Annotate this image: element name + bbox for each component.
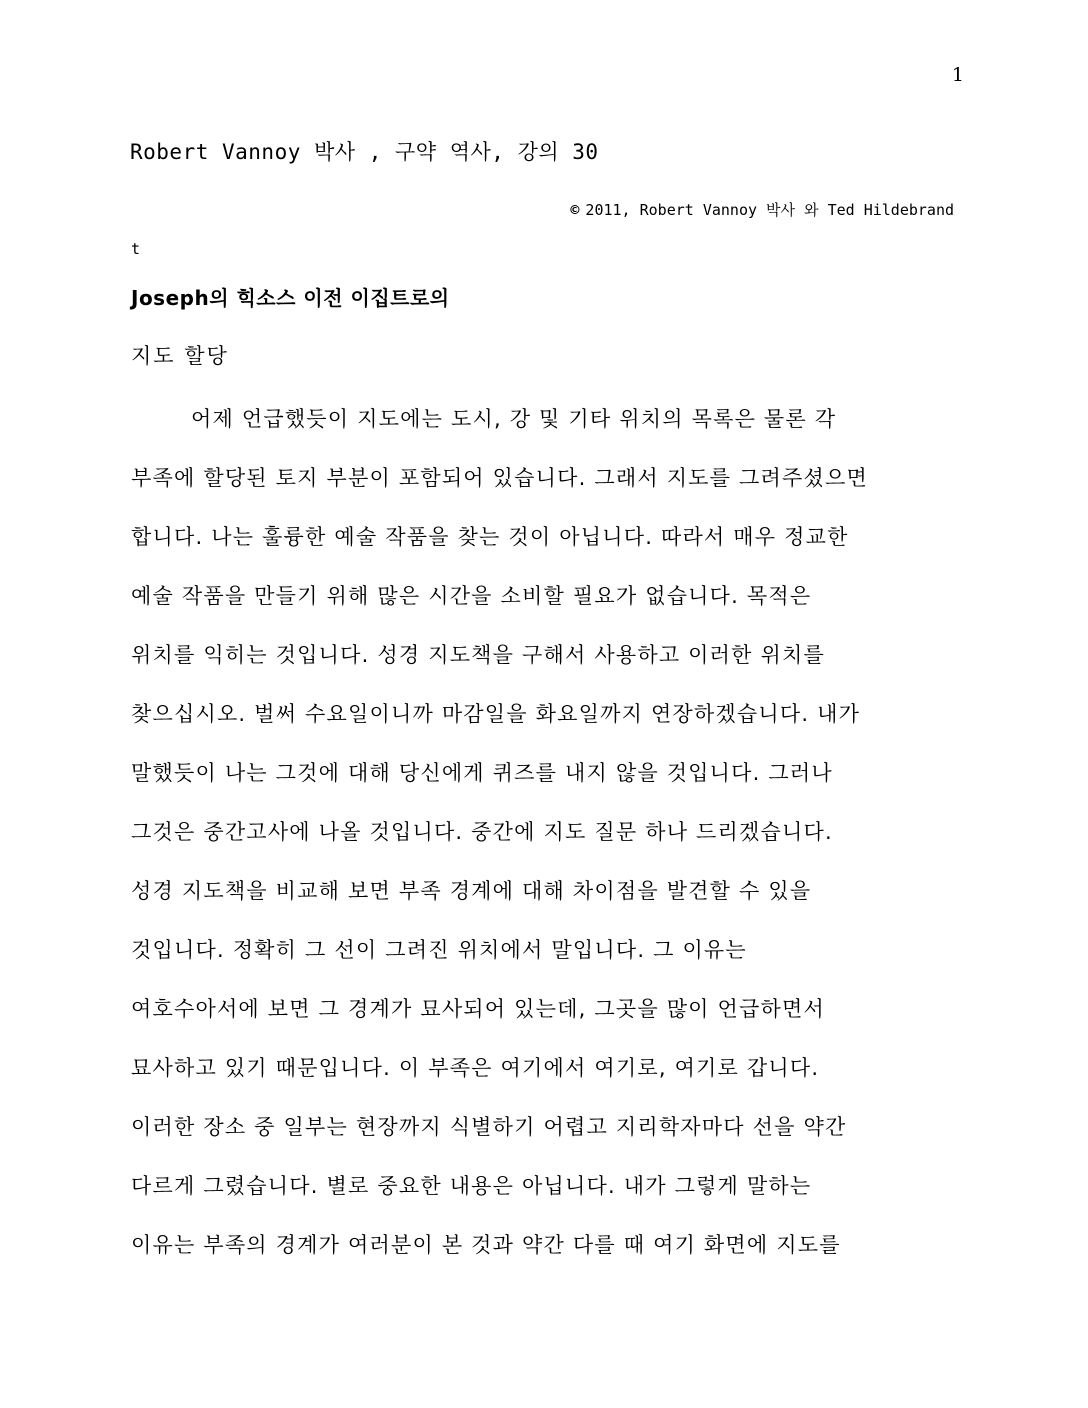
section-subheading: 지도 할당 — [131, 344, 229, 368]
body-line: 다르게 그렸습니다. 별로 중요한 내용은 아닙니다. 내가 그렇게 말하는 — [131, 1174, 812, 1198]
body-paragraph — [131, 394, 961, 1279]
body-line: 부족에 할당된 토지 부분이 포함되어 있습니다. 그래서 지도를 그려주셨으면 — [131, 466, 868, 490]
body-line: 위치를 익히는 것입니다. 성경 지도책을 구해서 사용하고 이러한 위치를 — [131, 643, 825, 667]
body-line: 찾으십시오. 벌써 수요일이니까 마감일을 화요일까지 연장하겠습니다. 내가 — [131, 702, 861, 726]
stray-character: t — [131, 240, 141, 258]
document-title: Robert Vannoy 박사 , 구약 역사, 강의 30 — [130, 140, 599, 164]
body-line: 이유는 부족의 경계가 여러분이 본 것과 약간 다를 때 여기 화면에 지도를 — [131, 1233, 841, 1257]
copyright-line — [570, 199, 954, 220]
body-line: 여호수아서에 보면 그 경계가 묘사되어 있는데, 그곳을 많이 언급하면서 — [131, 997, 825, 1021]
body-line: 합니다. 나는 훌륭한 예술 작품을 찾는 것이 아닙니다. 따라서 매우 정교한 — [131, 525, 849, 549]
body-line: 예술 작품을 만들기 위해 많은 시간을 소비할 필요가 없습니다. 목적은 — [131, 584, 812, 608]
section-heading: Joseph의 힉소스 이전 이집트로의 — [131, 286, 450, 310]
page-number: 1 — [951, 64, 964, 86]
body-line: 묘사하고 있기 때문입니다. 이 부족은 여기에서 여기로, 여기로 갑니다. — [131, 1056, 820, 1080]
body-line: 것입니다. 정확히 그 선이 그려진 위치에서 말입니다. 그 이유는 — [131, 938, 747, 962]
body-line: 어제 언급했듯이 지도에는 도시, 강 및 기타 위치의 목록은 물론 각 — [191, 407, 837, 431]
copyright-icon: © — [570, 201, 580, 219]
body-line: 이러한 장소 중 일부는 현장까지 식별하기 어렵고 지리학자마다 선을 약간 — [131, 1115, 847, 1139]
body-line: 말했듯이 나는 그것에 대해 당신에게 퀴즈를 내지 않을 것입니다. 그러나 — [131, 761, 833, 785]
copyright-text: 2011, Robert Vannoy 박사 와 Ted Hildebrand — [585, 201, 954, 219]
body-line: 그것은 중간고사에 나올 것입니다. 중간에 지도 질문 하나 드리겠습니다. — [131, 820, 833, 844]
body-line: 성경 지도책을 비교해 보면 부족 경계에 대해 차이점을 발견할 수 있을 — [131, 879, 812, 903]
